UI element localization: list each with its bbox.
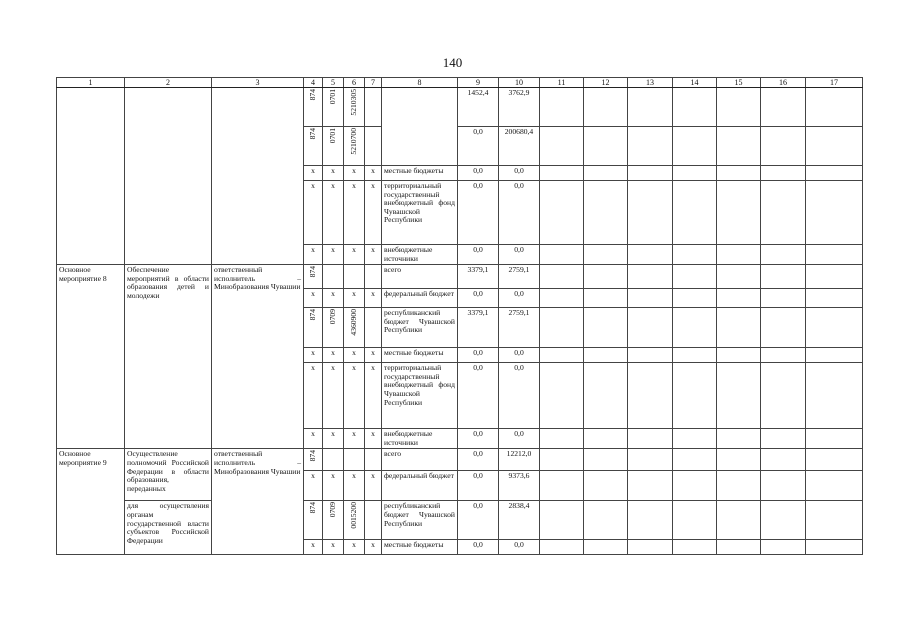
source-cell xyxy=(382,88,458,166)
code-grbs: 874 xyxy=(307,266,317,278)
cell-empty xyxy=(212,88,304,265)
source-cell: местные бюджеты xyxy=(382,348,458,363)
x-mark: х xyxy=(344,363,365,429)
code-grbs: 874 xyxy=(307,89,317,101)
x-mark: х xyxy=(304,429,323,449)
budget-table xyxy=(56,77,863,555)
x-mark: х xyxy=(304,348,323,363)
col-header: 4 xyxy=(304,78,323,88)
col-header: 8 xyxy=(382,78,458,88)
code-cell xyxy=(304,265,323,289)
measure-8-description: Обеспечение мероприятий в области образования детей и молодежи xyxy=(125,265,212,449)
value-cell: 0,0 xyxy=(499,289,540,308)
code-grbs: 874 xyxy=(307,502,317,514)
col-header: 3 xyxy=(212,78,304,88)
source-cell: местные бюджеты xyxy=(382,540,458,555)
source-cell: республиканский бюджет Чувашской Республики xyxy=(382,501,458,540)
col-header: 11 xyxy=(540,78,584,88)
col-header: 16 xyxy=(761,78,806,88)
x-mark: х xyxy=(344,181,365,245)
x-mark: х xyxy=(323,348,344,363)
x-mark: х xyxy=(323,471,344,501)
table-row xyxy=(57,88,863,127)
x-mark: х xyxy=(323,166,344,181)
source-cell: федеральный бюджет xyxy=(382,471,458,501)
page-number: 140 xyxy=(442,55,463,70)
x-mark: х xyxy=(365,540,382,555)
cell-empty xyxy=(57,88,125,265)
x-mark: х xyxy=(344,429,365,449)
value-cell: 0,0 xyxy=(499,245,540,265)
cell-empty xyxy=(125,88,212,265)
col-header: 5 xyxy=(323,78,344,88)
source-cell: территориальный государственный внебюджетный фонд Чувашской Республики xyxy=(382,181,458,245)
x-mark: х xyxy=(304,471,323,501)
source-cell: местные бюджеты xyxy=(382,166,458,181)
code-cell xyxy=(304,501,323,540)
code-cell xyxy=(304,88,323,127)
col-header: 14 xyxy=(673,78,717,88)
value-cell: 0,0 xyxy=(499,348,540,363)
x-mark: х xyxy=(323,429,344,449)
value-cell: 0,0 xyxy=(458,429,499,449)
source-cell: внебюджетные источники xyxy=(382,429,458,449)
measure-9-description: Осуществление полномочий Российской Федерации в области образования, переданных xyxy=(125,449,212,501)
value-cell: 1452,4 xyxy=(458,88,499,127)
col-header: 15 xyxy=(717,78,761,88)
code-rzpr: 0709 xyxy=(327,309,337,325)
value-cell: 0,0 xyxy=(499,166,540,181)
x-mark: х xyxy=(323,181,344,245)
code-csr: 0015200 xyxy=(348,502,358,529)
x-mark: х xyxy=(344,471,365,501)
x-mark: х xyxy=(365,429,382,449)
header-row xyxy=(57,78,863,88)
value-cell: 3762,9 xyxy=(499,88,540,127)
col-header: 2 xyxy=(125,78,212,88)
x-mark: х xyxy=(365,363,382,429)
table-row xyxy=(57,449,863,471)
x-mark: х xyxy=(304,245,323,265)
col-header: 9 xyxy=(458,78,499,88)
value-cell: 2759,1 xyxy=(499,308,540,348)
value-cell: 0,0 xyxy=(499,540,540,555)
code-cell xyxy=(344,501,365,540)
value-cell: 0,0 xyxy=(458,127,499,166)
x-mark: х xyxy=(344,166,365,181)
code-cell xyxy=(323,308,344,348)
code-cell xyxy=(323,88,344,127)
x-mark: х xyxy=(365,348,382,363)
table-row xyxy=(57,265,863,289)
col-header: 17 xyxy=(806,78,863,88)
code-grbs: 874 xyxy=(307,128,317,140)
col-header: 10 xyxy=(499,78,540,88)
x-mark: х xyxy=(365,245,382,265)
measure-9-description-cont: для осуществления органам государственной власти субъектов Российской Федерации xyxy=(125,501,212,555)
value-cell: 0,0 xyxy=(458,166,499,181)
x-mark: х xyxy=(304,289,323,308)
value-cell: 0,0 xyxy=(458,348,499,363)
cell-empty xyxy=(365,88,382,127)
source-cell: всего xyxy=(382,265,458,289)
code-grbs: 874 xyxy=(307,450,317,462)
code-csr: 4360900 xyxy=(348,309,358,336)
code-csr: 5210700 xyxy=(348,128,358,155)
x-mark: х xyxy=(344,245,365,265)
code-rzpr: 0701 xyxy=(327,89,337,105)
value-cell: 9373,6 xyxy=(499,471,540,501)
table-row xyxy=(57,501,863,540)
x-mark: х xyxy=(304,166,323,181)
value-cell: 0,0 xyxy=(499,363,540,429)
code-cell xyxy=(344,127,365,166)
value-cell: 200680,4 xyxy=(499,127,540,166)
source-cell: территориальный государственный внебюджетный фонд Чувашской Республики xyxy=(382,363,458,429)
value-cell: 0,0 xyxy=(458,363,499,429)
code-cell xyxy=(304,449,323,471)
measure-9-executor: ответственный исполнитель – Минобразования Чувашии xyxy=(212,449,304,555)
x-mark: х xyxy=(365,289,382,308)
value-cell: 3379,1 xyxy=(458,308,499,348)
x-mark: х xyxy=(365,181,382,245)
value-cell: 0,0 xyxy=(458,181,499,245)
col-header: 6 xyxy=(344,78,365,88)
value-cell: 0,0 xyxy=(458,245,499,265)
code-cell xyxy=(323,127,344,166)
code-cell xyxy=(344,308,365,348)
value-cell: 0,0 xyxy=(499,181,540,245)
code-rzpr: 0701 xyxy=(327,128,337,144)
source-cell: всего xyxy=(382,449,458,471)
code-cell xyxy=(323,501,344,540)
measure-8-title: Основное мероприятие 8 xyxy=(57,265,125,449)
code-grbs: 874 xyxy=(307,309,317,321)
source-cell: республиканский бюджет Чувашской Республики xyxy=(382,308,458,348)
measure-9-title: Основное мероприятие 9 xyxy=(57,449,125,555)
value-cell: 2759,1 xyxy=(499,265,540,289)
value-cell: 12212,0 xyxy=(499,449,540,471)
source-cell: федеральный бюджет xyxy=(382,289,458,308)
x-mark: х xyxy=(304,181,323,245)
x-mark: х xyxy=(365,471,382,501)
source-cell: внебюджетные источники xyxy=(382,245,458,265)
x-mark: х xyxy=(344,540,365,555)
x-mark: х xyxy=(323,289,344,308)
col-header: 13 xyxy=(628,78,673,88)
x-mark: х xyxy=(323,245,344,265)
x-mark: х xyxy=(365,166,382,181)
x-mark: х xyxy=(323,363,344,429)
x-mark: х xyxy=(323,540,344,555)
value-cell: 2838,4 xyxy=(499,501,540,540)
value-cell: 3379,1 xyxy=(458,265,499,289)
code-cell xyxy=(344,88,365,127)
col-header: 12 xyxy=(584,78,628,88)
col-header: 1 xyxy=(57,78,125,88)
x-mark: х xyxy=(344,289,365,308)
code-cell xyxy=(304,308,323,348)
measure-8-executor: ответственный исполнитель – Минобразования Чувашии xyxy=(212,265,304,449)
code-rzpr: 0709 xyxy=(327,502,337,518)
value-cell: 0,0 xyxy=(499,429,540,449)
col-header: 7 xyxy=(365,78,382,88)
value-cell: 0,0 xyxy=(458,471,499,501)
x-mark: х xyxy=(344,348,365,363)
value-cell: 0,0 xyxy=(458,501,499,540)
x-mark: х xyxy=(304,540,323,555)
value-cell: 0,0 xyxy=(458,289,499,308)
x-mark: х xyxy=(304,363,323,429)
code-cell xyxy=(304,127,323,166)
value-cell: 0,0 xyxy=(458,540,499,555)
value-cell: 0,0 xyxy=(458,449,499,471)
code-csr: 5210305 xyxy=(348,89,358,116)
